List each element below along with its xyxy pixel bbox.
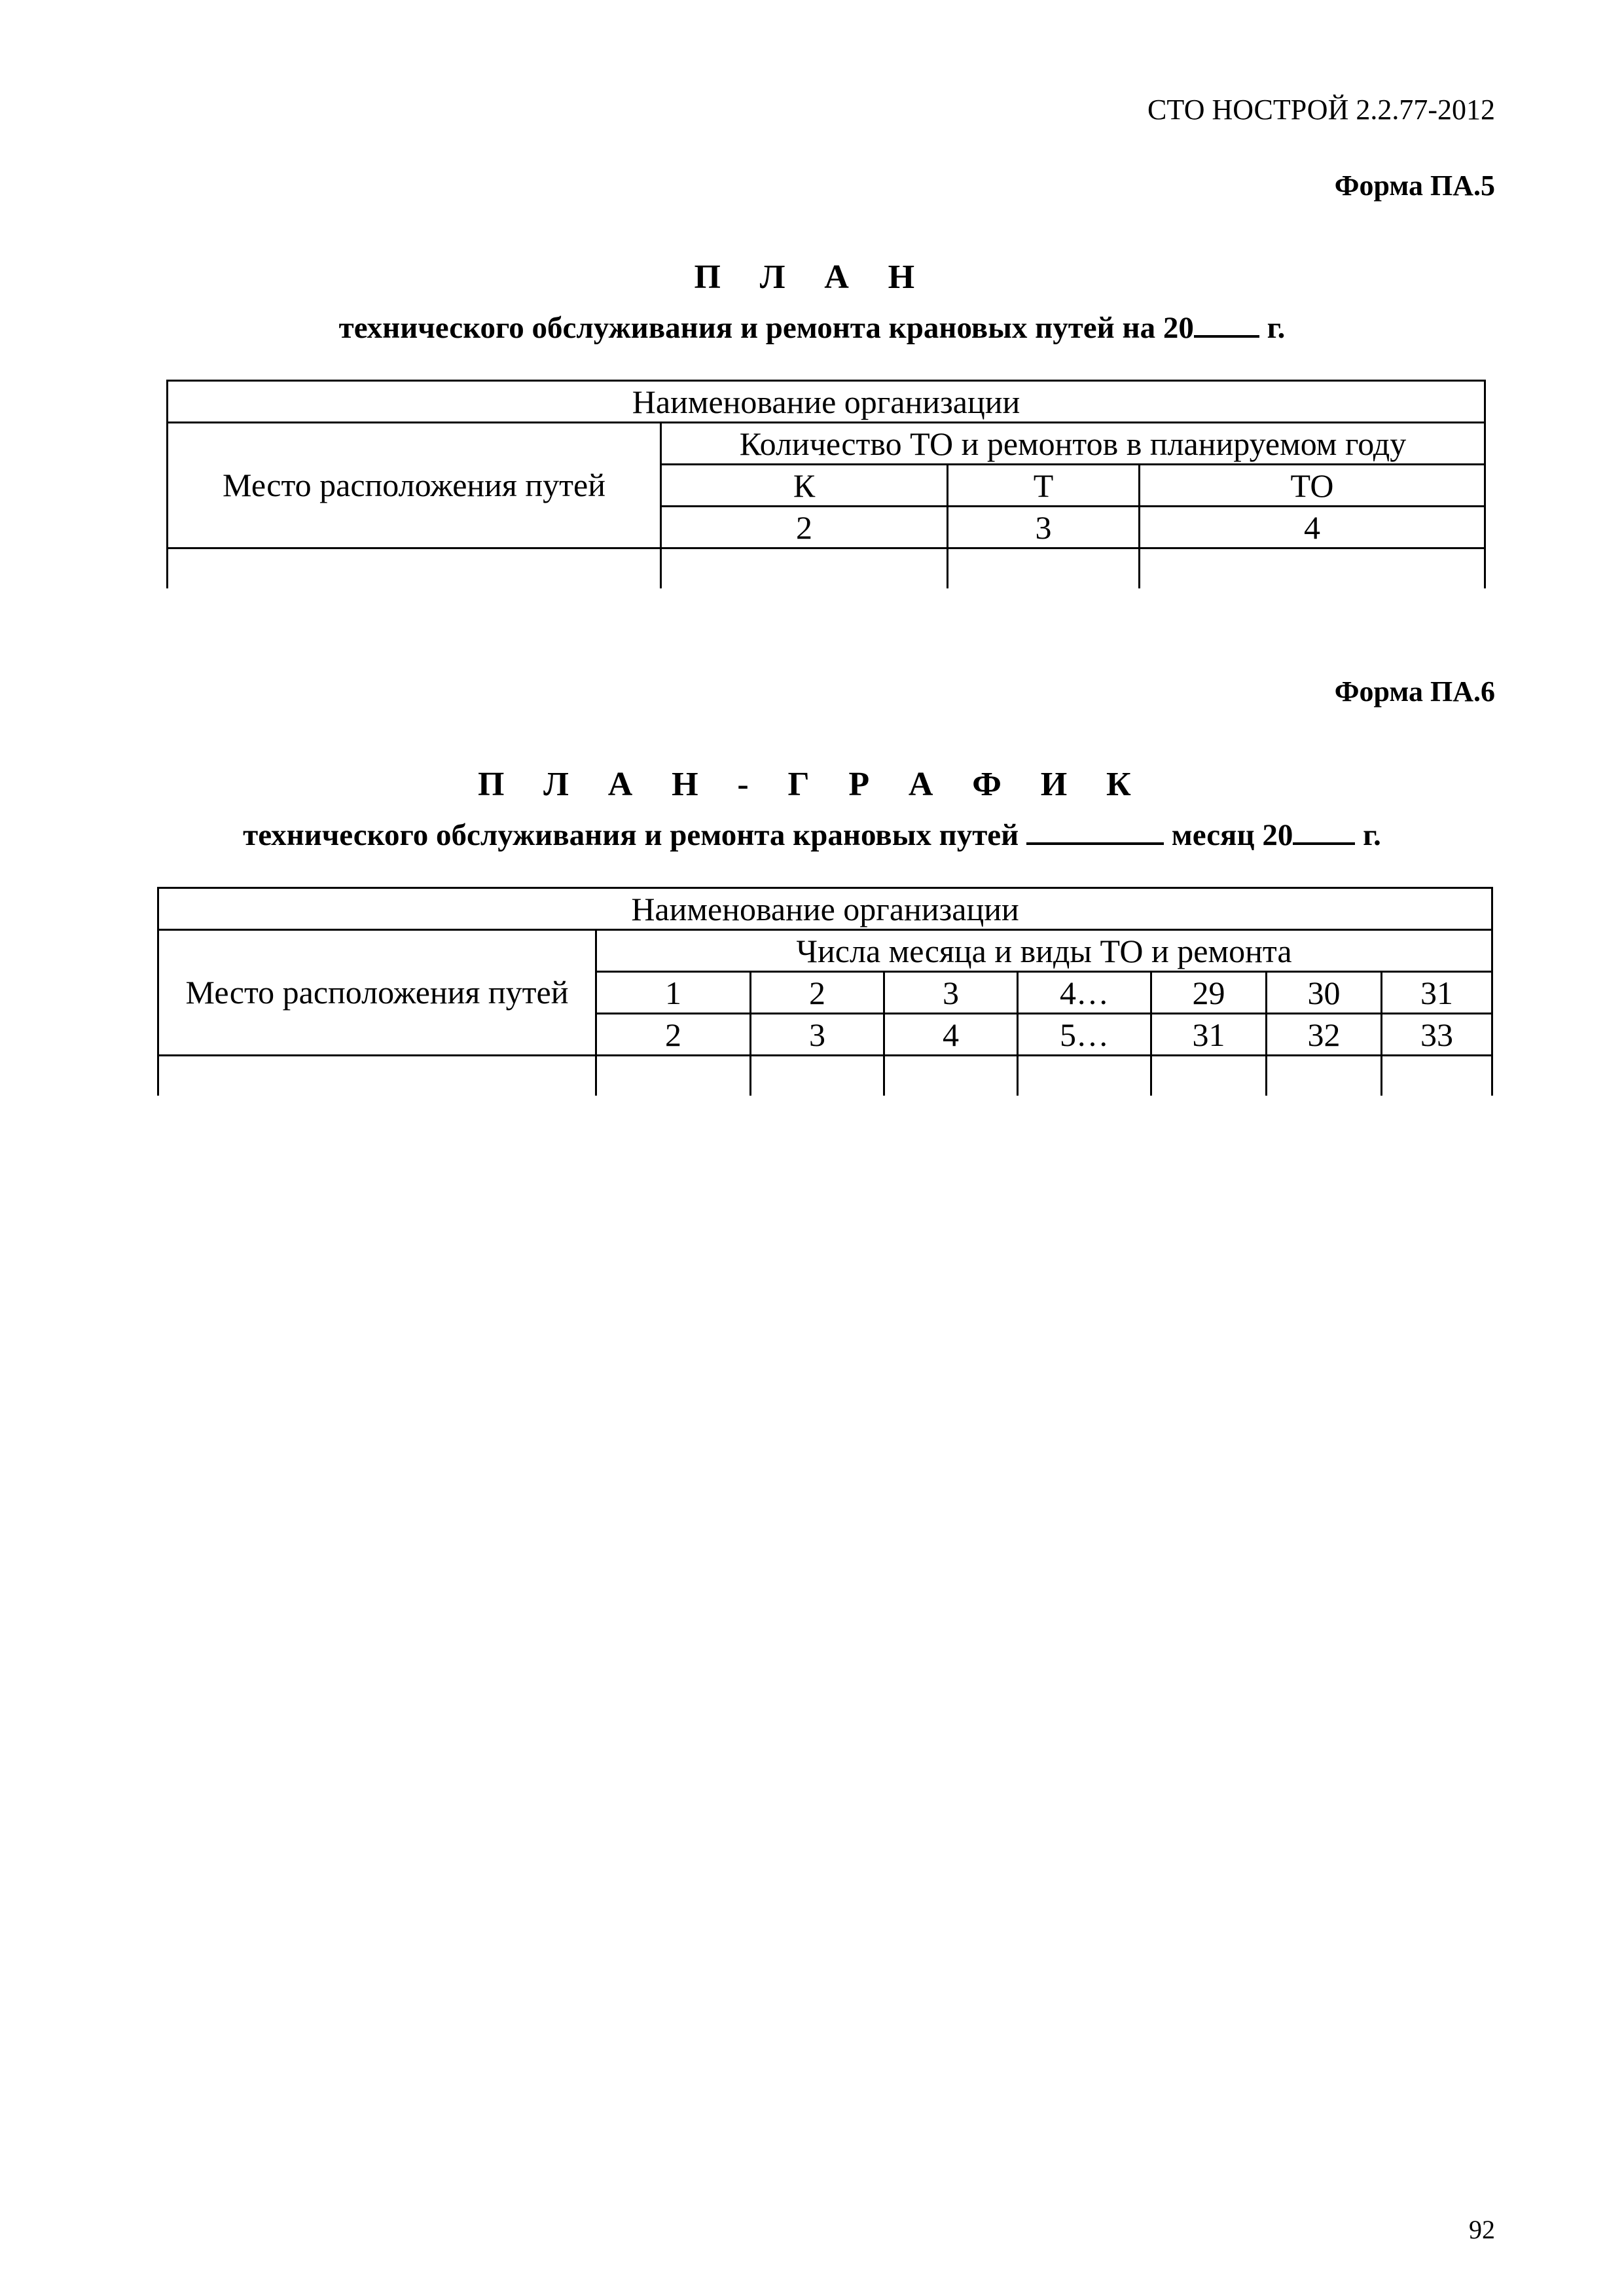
form2-title: П Л А Н - Г Р А Ф И К xyxy=(477,766,1147,803)
day-number: 2 xyxy=(751,972,884,1014)
form2-subtitle-end: г. xyxy=(1363,818,1381,852)
year-blank xyxy=(1194,309,1259,338)
form-label-pa6: Форма ПА.6 xyxy=(1334,675,1495,708)
column-number: 31 xyxy=(1151,1014,1267,1056)
empty-cell[interactable] xyxy=(751,1056,884,1096)
day-number: 1 xyxy=(596,972,751,1014)
column-number: 2 xyxy=(596,1014,751,1056)
form2-subtitle-month: месяц 20 xyxy=(1171,818,1293,852)
form1-table xyxy=(166,380,1486,588)
empty-cell[interactable] xyxy=(1151,1056,1267,1096)
column-number: 32 xyxy=(1267,1014,1382,1056)
day-number: 4… xyxy=(1018,972,1151,1014)
empty-cell[interactable] xyxy=(948,548,1140,589)
column-number: 4 xyxy=(884,1014,1018,1056)
org-name-header: Наименование организации xyxy=(158,888,1492,930)
empty-cell[interactable] xyxy=(1018,1056,1151,1096)
empty-cell[interactable] xyxy=(661,548,948,589)
column-number: 3 xyxy=(948,507,1140,548)
empty-cell[interactable] xyxy=(596,1056,751,1096)
form1-subtitle xyxy=(0,309,1624,344)
year-blank xyxy=(1293,816,1355,845)
form2-table xyxy=(157,887,1493,1096)
form-label-pa5: Форма ПА.5 xyxy=(1334,170,1495,202)
location-header: Место расположения путей xyxy=(168,423,661,548)
form1-title: П Л А Н xyxy=(694,259,930,296)
column-header-k: К xyxy=(661,465,948,507)
form2-subtitle-text: технического обслуживания и ремонта крановых путей xyxy=(243,818,1019,852)
location-header: Место расположения путей xyxy=(158,930,596,1056)
day-number: 29 xyxy=(1151,972,1267,1014)
column-number: 5… xyxy=(1018,1014,1151,1056)
column-header-t: Т xyxy=(948,465,1140,507)
page-number: 92 xyxy=(1469,2215,1495,2244)
column-number: 2 xyxy=(661,507,948,548)
empty-cell[interactable] xyxy=(884,1056,1018,1096)
day-number: 3 xyxy=(884,972,1018,1014)
empty-cell[interactable] xyxy=(1267,1056,1382,1096)
form2-subtitle xyxy=(0,816,1624,851)
column-header-to: ТО xyxy=(1140,465,1485,507)
month-blank xyxy=(1026,816,1164,845)
org-name-header: Наименование организации xyxy=(168,381,1485,423)
form1-subtitle-end: г. xyxy=(1267,311,1286,345)
column-number: 4 xyxy=(1140,507,1485,548)
column-number: 3 xyxy=(751,1014,884,1056)
column-number: 33 xyxy=(1382,1014,1492,1056)
count-header: Количество ТО и ремонтов в планируемом году xyxy=(661,423,1485,465)
days-header: Числа месяца и виды ТО и ремонта xyxy=(596,930,1492,972)
form1-subtitle-text: технического обслуживания и ремонта крановых путей на 20 xyxy=(338,311,1194,345)
day-number: 31 xyxy=(1382,972,1492,1014)
document-code: СТО НОСТРОЙ 2.2.77-2012 xyxy=(1147,94,1495,126)
form1-title-block xyxy=(0,260,1624,344)
day-number: 30 xyxy=(1267,972,1382,1014)
empty-cell[interactable] xyxy=(168,548,661,589)
empty-cell[interactable] xyxy=(158,1056,596,1096)
empty-cell[interactable] xyxy=(1140,548,1485,589)
form2-title-block xyxy=(0,768,1624,851)
empty-cell[interactable] xyxy=(1382,1056,1492,1096)
